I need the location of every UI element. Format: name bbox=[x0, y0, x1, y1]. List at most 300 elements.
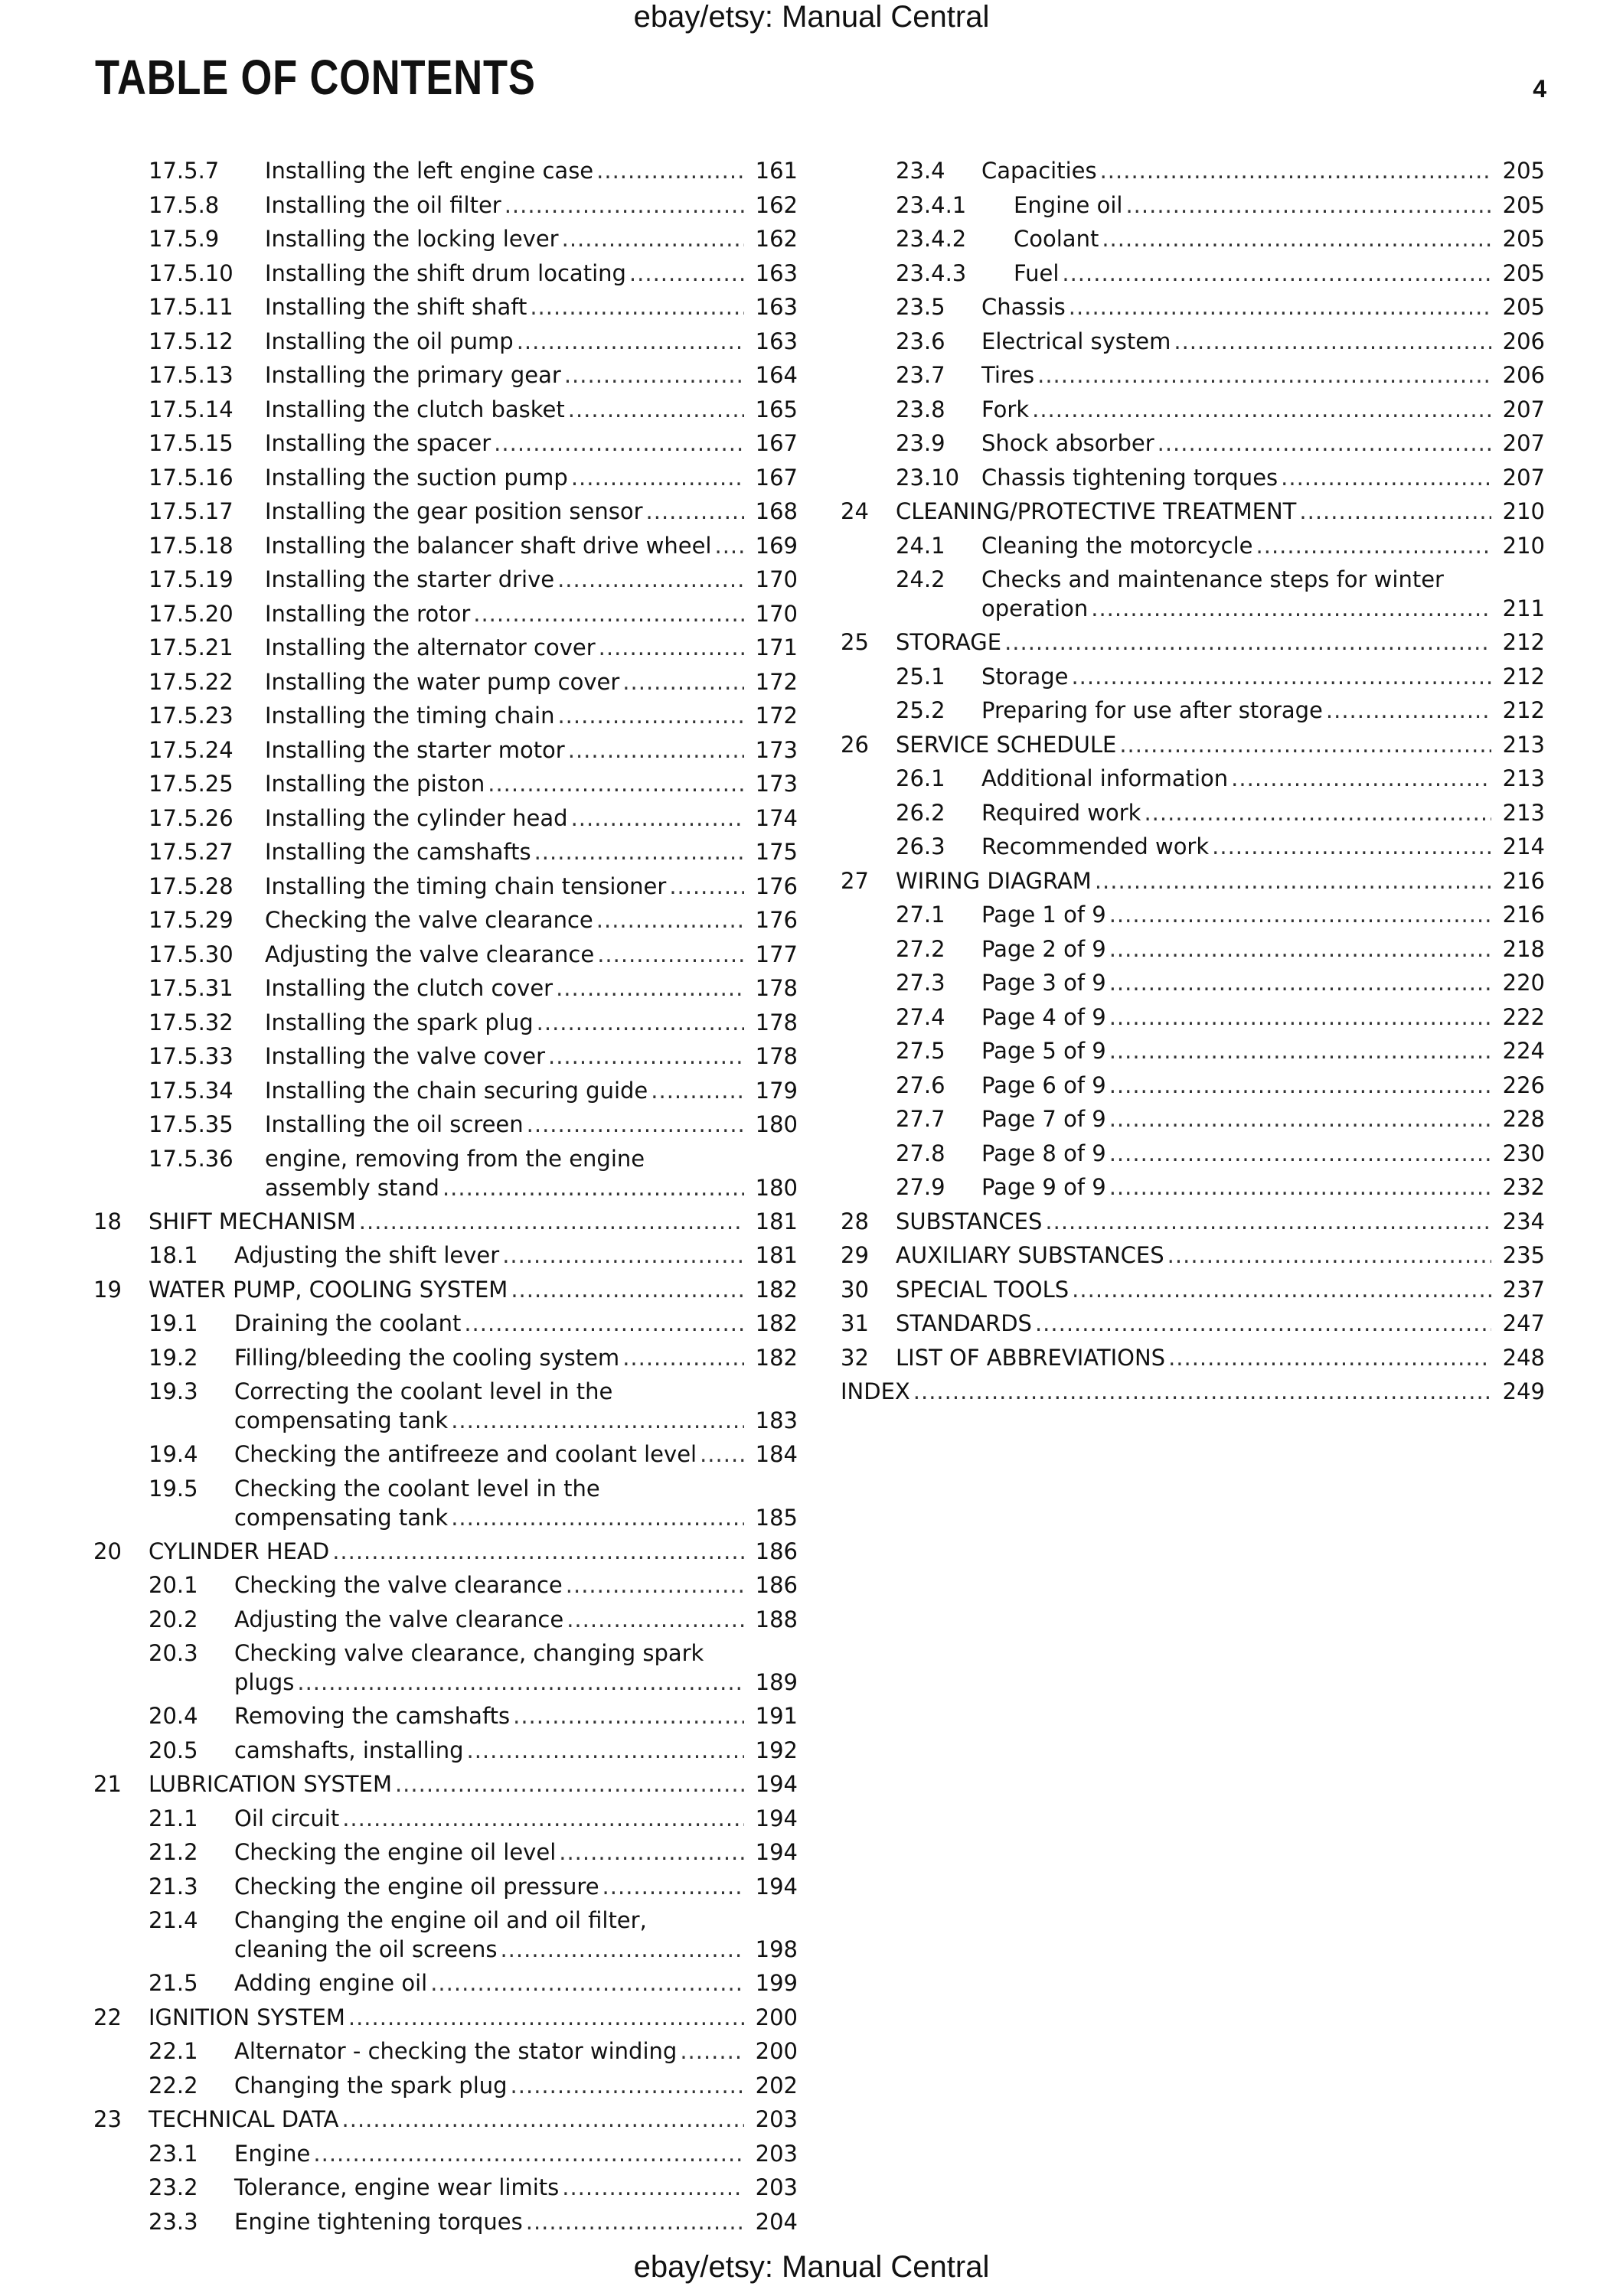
toc-entry-line bbox=[265, 601, 798, 627]
toc-entry-title: Installing the gear position sensor bbox=[265, 498, 643, 524]
toc-entry-page: 176 bbox=[755, 872, 798, 899]
toc-entry[interactable] bbox=[93, 1208, 798, 1243]
toc-entry[interactable] bbox=[93, 1476, 798, 1538]
toc-entry-number: 24 bbox=[841, 498, 869, 524]
toc-entry-number: 24.2 bbox=[896, 566, 945, 592]
dot-leader bbox=[1299, 498, 1491, 524]
toc-entry[interactable] bbox=[93, 294, 798, 328]
toc-entry[interactable] bbox=[841, 1277, 1545, 1311]
toc-entry-page: 194 bbox=[755, 1805, 798, 1831]
toc-entry-page: 186 bbox=[755, 1572, 798, 1598]
toc-entry-title: Chassis tightening torques bbox=[981, 464, 1278, 491]
toc-entry-number: 32 bbox=[841, 1344, 869, 1371]
toc-entry-line bbox=[265, 192, 798, 218]
toc-entry[interactable] bbox=[93, 1078, 798, 1112]
toc-entry[interactable] bbox=[93, 601, 798, 635]
toc-entry-page: 212 bbox=[1502, 629, 1545, 655]
toc-entry-number: 21.5 bbox=[149, 1970, 198, 1996]
toc-entry[interactable] bbox=[93, 362, 798, 396]
toc-entry[interactable] bbox=[841, 566, 1545, 629]
toc-entry-page: 163 bbox=[755, 294, 798, 320]
toc-entry-title: cleaning the oil screens bbox=[234, 1936, 498, 1962]
toc-entry-page: 213 bbox=[1502, 765, 1545, 791]
toc-entry-title: Page 2 of 9 bbox=[981, 935, 1106, 962]
toc-entry-number: 17.5.23 bbox=[149, 703, 233, 729]
dot-leader bbox=[700, 1441, 744, 1467]
toc-entry-title: Engine bbox=[234, 2140, 311, 2167]
toc-entry-title: Installing the locking lever bbox=[265, 226, 559, 252]
toc-entry-title: Page 8 of 9 bbox=[981, 1140, 1106, 1166]
toc-entry-line bbox=[265, 158, 798, 184]
toc-entry-page: 172 bbox=[755, 668, 798, 695]
toc-entry[interactable] bbox=[93, 1441, 798, 1476]
toc-entry-line bbox=[981, 800, 1545, 826]
toc-entry-title: Tires bbox=[981, 362, 1035, 388]
toc-entry-number: 27.5 bbox=[896, 1038, 945, 1064]
toc-entry[interactable] bbox=[93, 1242, 798, 1277]
toc-entry-title: AUXILIARY SUBSTANCES bbox=[896, 1242, 1164, 1268]
toc-entry-page: 173 bbox=[755, 736, 798, 763]
toc-entry-page: 182 bbox=[755, 1276, 798, 1303]
dot-leader bbox=[513, 1703, 744, 1729]
toc-entry[interactable] bbox=[93, 941, 798, 976]
toc-entry[interactable] bbox=[93, 260, 798, 295]
toc-entry-line bbox=[265, 396, 798, 422]
dot-leader bbox=[1168, 1345, 1491, 1371]
toc-entry-number: 17.5.28 bbox=[149, 872, 233, 899]
toc-entry[interactable] bbox=[93, 1907, 798, 1970]
dot-leader bbox=[359, 1208, 744, 1234]
dot-leader bbox=[1326, 697, 1491, 723]
toc-entry-page: 188 bbox=[755, 1606, 798, 1632]
toc-entry-line bbox=[896, 1345, 1545, 1371]
toc-entry-number: 17.5.35 bbox=[149, 1111, 233, 1137]
toc-entry-title: SPECIAL TOOLS bbox=[896, 1276, 1069, 1303]
toc-entry-page: 220 bbox=[1502, 970, 1545, 996]
toc-entry-line bbox=[981, 362, 1545, 388]
toc-entry-number: 17.5.21 bbox=[149, 634, 233, 660]
toc-entry-line bbox=[265, 805, 798, 831]
toc-entry-page: 168 bbox=[755, 498, 798, 524]
toc-entry-number: 17.5.16 bbox=[149, 464, 233, 491]
toc-entry-title: LIST OF ABBREVIATIONS bbox=[896, 1344, 1166, 1371]
page-title: TABLE OF CONTENTS bbox=[95, 50, 536, 105]
toc-entry[interactable] bbox=[841, 902, 1545, 936]
toc-entry[interactable] bbox=[93, 158, 798, 192]
toc-entry-number: 27.2 bbox=[896, 935, 945, 962]
toc-entry[interactable] bbox=[93, 669, 798, 703]
toc-entry[interactable] bbox=[93, 2174, 798, 2209]
toc-entry[interactable] bbox=[841, 396, 1545, 431]
toc-entry-number: 26.3 bbox=[896, 833, 945, 859]
toc-entry[interactable] bbox=[93, 1378, 798, 1441]
toc-entry-title: operation bbox=[981, 595, 1089, 621]
toc-entry-title: LUBRICATION SYSTEM bbox=[149, 1771, 392, 1797]
toc-entry-line bbox=[981, 765, 1545, 791]
toc-entry[interactable] bbox=[93, 805, 798, 840]
toc-entry-title: Installing the balancer shaft drive wheel bbox=[265, 532, 712, 559]
toc-entry-number: 30 bbox=[841, 1276, 869, 1303]
toc-entry-title: Checking the valve clearance bbox=[234, 1572, 563, 1598]
toc-entry-page: 189 bbox=[755, 1669, 798, 1695]
toc-entry[interactable] bbox=[93, 873, 798, 908]
toc-entry-number: 17.5.14 bbox=[149, 396, 233, 422]
toc-entry-page: 248 bbox=[1502, 1344, 1545, 1371]
toc-entry-number: 17.5.26 bbox=[149, 804, 233, 831]
toc-entry-title: Installing the valve cover bbox=[265, 1043, 545, 1069]
toc-entry-number: 19.4 bbox=[149, 1441, 198, 1467]
toc-entry[interactable] bbox=[841, 868, 1545, 902]
toc-entry-number: 17.5.20 bbox=[149, 600, 233, 627]
toc-entry-title: Checking the valve clearance bbox=[265, 907, 593, 933]
toc-entry-title: Installing the rotor bbox=[265, 600, 471, 627]
toc-entry-line bbox=[234, 1970, 798, 1996]
toc-entry-number: 17.5.33 bbox=[149, 1043, 233, 1069]
toc-entry-page: 178 bbox=[755, 1043, 798, 1069]
toc-entry-page: 167 bbox=[755, 430, 798, 456]
toc-entry-number: 17.5.32 bbox=[149, 1009, 233, 1035]
toc-entry-number: 17.5.10 bbox=[149, 259, 233, 286]
toc-entry[interactable] bbox=[93, 1839, 798, 1874]
dot-leader bbox=[651, 1078, 744, 1104]
toc-entry-title: INDEX bbox=[841, 1378, 910, 1404]
page-number: 4 bbox=[1533, 75, 1546, 103]
dot-leader bbox=[562, 2174, 744, 2200]
dot-leader bbox=[395, 1771, 744, 1797]
toc-entry[interactable] bbox=[93, 1874, 798, 1908]
toc-entry-number: 17.5.17 bbox=[149, 498, 233, 524]
toc-entry-title: Page 1 of 9 bbox=[981, 902, 1106, 928]
toc-entry-page: 214 bbox=[1502, 833, 1545, 859]
toc-entry[interactable] bbox=[841, 226, 1545, 260]
toc-entry-page: 216 bbox=[1502, 867, 1545, 894]
toc-entry-page: 170 bbox=[755, 600, 798, 627]
toc-entry[interactable] bbox=[841, 260, 1545, 295]
toc-entry-line bbox=[896, 732, 1545, 758]
toc-entry[interactable] bbox=[93, 1970, 798, 2004]
toc-entry[interactable] bbox=[93, 1111, 798, 1146]
dot-leader bbox=[571, 465, 744, 491]
dot-leader bbox=[1281, 465, 1491, 491]
toc-entry-title: camshafts, installing bbox=[234, 1737, 464, 1763]
toc-entry-number: 27.1 bbox=[896, 902, 945, 928]
dot-leader bbox=[451, 1407, 744, 1433]
toc-entry[interactable] bbox=[841, 533, 1545, 567]
toc-entry[interactable] bbox=[841, 732, 1545, 766]
toc-entry[interactable] bbox=[93, 771, 798, 805]
toc-entry-title: Installing the chain securing guide bbox=[265, 1077, 648, 1104]
toc-entry[interactable] bbox=[841, 1242, 1545, 1277]
toc-entry-number: 27.3 bbox=[896, 970, 945, 996]
toc-entry-title: WIRING DIAGRAM bbox=[896, 867, 1092, 894]
dot-leader bbox=[568, 396, 744, 422]
toc-entry-page: 207 bbox=[1502, 430, 1545, 456]
toc-entry-page: 203 bbox=[755, 2106, 798, 2132]
dot-leader bbox=[597, 941, 744, 967]
toc-entry[interactable] bbox=[93, 328, 798, 363]
toc-entry[interactable] bbox=[841, 1038, 1545, 1072]
toc-entry[interactable] bbox=[841, 800, 1545, 834]
toc-entry[interactable] bbox=[841, 1378, 1545, 1413]
toc-entry[interactable] bbox=[93, 634, 798, 669]
toc-entry[interactable] bbox=[93, 226, 798, 260]
toc-entry-line bbox=[896, 1277, 1545, 1303]
toc-entry[interactable] bbox=[93, 1310, 798, 1345]
toc-entry[interactable] bbox=[93, 2209, 798, 2243]
toc-entry-number: 27.6 bbox=[896, 1071, 945, 1098]
toc-entry[interactable] bbox=[93, 2073, 798, 2107]
toc-entry-line bbox=[981, 465, 1545, 491]
toc-entry-page: 206 bbox=[1502, 328, 1545, 354]
toc-entry-page: 200 bbox=[755, 2004, 798, 2030]
dot-leader bbox=[680, 2038, 744, 2064]
toc-entry-title: Removing the camshafts bbox=[234, 1703, 511, 1729]
toc-entry-line bbox=[149, 1277, 798, 1303]
toc-entry-title: Installing the oil filter bbox=[265, 191, 501, 218]
dot-leader bbox=[1071, 664, 1491, 690]
dot-leader bbox=[596, 907, 744, 933]
toc-entry[interactable] bbox=[93, 839, 798, 873]
toc-entry[interactable] bbox=[93, 192, 798, 227]
toc-entry-page: 213 bbox=[1502, 731, 1545, 758]
toc-entry[interactable] bbox=[93, 1771, 798, 1805]
dot-leader bbox=[473, 601, 744, 627]
toc-entry-title: Additional information bbox=[981, 765, 1229, 791]
toc-entry-number: 23 bbox=[93, 2106, 122, 2132]
toc-entry[interactable] bbox=[93, 737, 798, 771]
dot-leader bbox=[1125, 192, 1491, 218]
toc-entry-page: 202 bbox=[755, 2072, 798, 2099]
toc-entry-title: plugs bbox=[234, 1669, 295, 1695]
toc-entry[interactable] bbox=[93, 1538, 798, 1573]
dot-leader bbox=[530, 294, 744, 320]
toc-entry-number: 20.3 bbox=[149, 1640, 198, 1666]
toc-entry-title: Checking the antifreeze and coolant level bbox=[234, 1441, 697, 1467]
toc-entry-page: 191 bbox=[755, 1703, 798, 1729]
toc-entry-line bbox=[265, 566, 798, 592]
toc-entry[interactable] bbox=[93, 1043, 798, 1078]
toc-entry-number: 17.5.31 bbox=[149, 975, 233, 1001]
toc-entry-page: 162 bbox=[755, 191, 798, 218]
toc-entry[interactable] bbox=[841, 1208, 1545, 1243]
toc-entry[interactable] bbox=[841, 430, 1545, 465]
toc-entry[interactable] bbox=[841, 362, 1545, 396]
dot-leader bbox=[1109, 1174, 1491, 1200]
dot-leader bbox=[505, 192, 744, 218]
toc-entry-line bbox=[896, 868, 1545, 894]
toc-entry-title: Filling/bleeding the cooling system bbox=[234, 1344, 620, 1371]
toc-entry-title: Engine oil bbox=[1014, 191, 1123, 218]
toc-entry-title: Installing the shift shaft bbox=[265, 294, 527, 320]
toc-entry-line bbox=[265, 873, 798, 899]
toc-entry-page: 235 bbox=[1502, 1242, 1545, 1268]
toc-entry-number: 20.2 bbox=[149, 1606, 198, 1632]
toc-entry-title-line1: Checks and maintenance steps for winter bbox=[981, 566, 1444, 592]
toc-entry[interactable] bbox=[93, 465, 798, 499]
toc-entry-title: Fuel bbox=[1014, 259, 1060, 286]
toc-entry-line bbox=[841, 1378, 1545, 1404]
toc-entry-page: 169 bbox=[755, 532, 798, 559]
toc-entry-line bbox=[265, 328, 798, 354]
dot-leader bbox=[622, 1345, 744, 1371]
dot-leader bbox=[500, 1936, 744, 1962]
dot-leader bbox=[488, 771, 744, 797]
dot-leader bbox=[342, 1805, 744, 1831]
toc-entry[interactable] bbox=[93, 2106, 798, 2141]
toc-entry-line bbox=[265, 975, 798, 1001]
toc-entry-line bbox=[234, 1505, 798, 1531]
toc-entry-number: 23.4 bbox=[896, 158, 945, 184]
toc-entry-line bbox=[896, 498, 1545, 524]
toc-entry-page: 224 bbox=[1502, 1038, 1545, 1064]
dot-leader bbox=[568, 737, 744, 763]
toc-entry[interactable] bbox=[841, 465, 1545, 499]
toc-entry[interactable] bbox=[841, 158, 1545, 192]
toc-entry-title: Installing the piston bbox=[265, 771, 485, 797]
toc-entry[interactable] bbox=[93, 2038, 798, 2073]
toc-entry-number: 17.5.36 bbox=[149, 1145, 233, 1172]
toc-entry[interactable] bbox=[841, 1345, 1545, 1379]
toc-entry[interactable] bbox=[93, 533, 798, 567]
toc-entry[interactable] bbox=[841, 1174, 1545, 1208]
toc-entry[interactable] bbox=[93, 396, 798, 431]
toc-entry[interactable] bbox=[93, 703, 798, 737]
toc-entry-page: 203 bbox=[755, 2174, 798, 2200]
toc-entry[interactable] bbox=[93, 1606, 798, 1641]
dot-leader bbox=[537, 1009, 744, 1035]
toc-entry[interactable] bbox=[93, 1345, 798, 1379]
toc-entry[interactable] bbox=[93, 2141, 798, 2175]
toc-entry-title: CLEANING/PROTECTIVE TREATMENT bbox=[896, 498, 1297, 524]
dot-leader bbox=[1109, 970, 1491, 996]
toc-entry[interactable] bbox=[841, 294, 1545, 328]
toc-entry[interactable] bbox=[841, 1072, 1545, 1107]
toc-entry-number: 23.4.1 bbox=[896, 191, 967, 218]
toc-entry[interactable] bbox=[93, 566, 798, 601]
toc-entry-page: 192 bbox=[755, 1737, 798, 1763]
toc-entry[interactable] bbox=[841, 936, 1545, 970]
toc-entry[interactable] bbox=[841, 328, 1545, 363]
toc-entry-page: 176 bbox=[755, 907, 798, 933]
toc-entry[interactable] bbox=[93, 2004, 798, 2039]
toc-entry[interactable] bbox=[841, 664, 1545, 698]
dot-leader bbox=[511, 2073, 744, 2099]
toc-entry-page: 182 bbox=[755, 1344, 798, 1371]
toc-entry[interactable] bbox=[841, 970, 1545, 1004]
dot-leader bbox=[564, 362, 744, 388]
toc-entry[interactable] bbox=[93, 498, 798, 533]
toc-entry[interactable] bbox=[93, 907, 798, 941]
toc-entry-number: 17.5.19 bbox=[149, 566, 233, 592]
toc-entry-number: 22 bbox=[93, 2004, 122, 2030]
dot-leader bbox=[430, 1970, 744, 1996]
toc-entry-title: Tolerance, engine wear limits bbox=[234, 2174, 560, 2200]
dot-leader bbox=[464, 1310, 744, 1336]
toc-entry-title: STORAGE bbox=[896, 629, 1002, 655]
toc-entry[interactable] bbox=[841, 1106, 1545, 1140]
toc-entry-title: SERVICE SCHEDULE bbox=[896, 731, 1117, 758]
dot-leader bbox=[1109, 1106, 1491, 1132]
toc-entry[interactable] bbox=[841, 765, 1545, 800]
toc-entry[interactable] bbox=[841, 1004, 1545, 1039]
toc-entry-page: 174 bbox=[755, 804, 798, 831]
toc-entry-line bbox=[234, 1345, 798, 1371]
toc-entry-page: 179 bbox=[755, 1077, 798, 1104]
toc-entry-line bbox=[981, 1004, 1545, 1030]
toc-entry[interactable] bbox=[93, 1737, 798, 1772]
toc-entry-number: 19 bbox=[93, 1276, 122, 1303]
dot-leader bbox=[596, 158, 744, 184]
toc-entry-line bbox=[234, 1572, 798, 1598]
dot-leader bbox=[1174, 328, 1491, 354]
toc-entry-line bbox=[981, 1072, 1545, 1098]
toc-entry-page: 249 bbox=[1502, 1378, 1545, 1404]
toc-entry[interactable] bbox=[93, 1703, 798, 1737]
dot-leader bbox=[1062, 260, 1491, 286]
toc-entry-page: 182 bbox=[755, 1310, 798, 1336]
toc-entry[interactable] bbox=[841, 833, 1545, 868]
toc-entry-title: CYLINDER HEAD bbox=[149, 1538, 330, 1564]
toc-entry[interactable] bbox=[841, 629, 1545, 664]
toc-entry-title: Installing the camshafts bbox=[265, 839, 531, 865]
toc-entry-line bbox=[265, 465, 798, 491]
toc-entry-number: 17.5.12 bbox=[149, 328, 233, 354]
toc-entry-page: 184 bbox=[755, 1441, 798, 1467]
toc-entry[interactable] bbox=[93, 1146, 798, 1208]
toc-entry-line bbox=[981, 970, 1545, 996]
dot-leader bbox=[332, 1538, 744, 1564]
toc-entry[interactable] bbox=[93, 430, 798, 465]
toc-entry[interactable] bbox=[93, 1805, 798, 1840]
toc-entry[interactable] bbox=[93, 1572, 798, 1606]
dot-leader bbox=[1167, 1242, 1491, 1268]
toc-entry[interactable] bbox=[841, 1310, 1545, 1345]
toc-entry-title: Installing the alternator cover bbox=[265, 634, 596, 660]
toc-entry-title: Changing the spark plug bbox=[234, 2072, 508, 2099]
toc-entry-page: 216 bbox=[1502, 902, 1545, 928]
toc-entry-number: 19.2 bbox=[149, 1344, 198, 1371]
toc-entry-page: 206 bbox=[1502, 362, 1545, 388]
toc-entry-number: 25.2 bbox=[896, 697, 945, 723]
toc-entry-number: 27.9 bbox=[896, 1174, 945, 1200]
toc-entry[interactable] bbox=[93, 1640, 798, 1703]
toc-entry-line bbox=[265, 533, 798, 559]
toc-entry-page: 212 bbox=[1502, 697, 1545, 723]
toc-entry-number: 25.1 bbox=[896, 663, 945, 690]
toc-entry-number: 20.5 bbox=[149, 1737, 198, 1763]
toc-entry-number: 27.4 bbox=[896, 1003, 945, 1030]
toc-entry-page: 180 bbox=[755, 1174, 798, 1201]
toc-entry[interactable] bbox=[841, 697, 1545, 732]
toc-entry[interactable] bbox=[93, 1009, 798, 1044]
toc-entry-title: SUBSTANCES bbox=[896, 1208, 1043, 1234]
toc-entry-line bbox=[234, 1669, 798, 1695]
toc-entry-line bbox=[981, 294, 1545, 320]
dot-leader bbox=[599, 634, 744, 660]
toc-entry-number: 29 bbox=[841, 1242, 869, 1268]
toc-entry-page: 207 bbox=[1502, 464, 1545, 491]
toc-entry-title-line1: Changing the engine oil and oil filter, bbox=[234, 1907, 647, 1933]
toc-entry-title-line1: Checking the coolant level in the bbox=[234, 1475, 600, 1502]
toc-entry[interactable] bbox=[841, 1140, 1545, 1175]
toc-entry[interactable] bbox=[93, 975, 798, 1009]
toc-entry-number: 20.1 bbox=[149, 1572, 198, 1598]
toc-entry-line bbox=[234, 1703, 798, 1729]
toc-entry[interactable] bbox=[93, 1277, 798, 1311]
toc-entry[interactable] bbox=[841, 192, 1545, 227]
toc-entry-title: Installing the timing chain bbox=[265, 703, 555, 729]
toc-entry[interactable] bbox=[841, 498, 1545, 533]
